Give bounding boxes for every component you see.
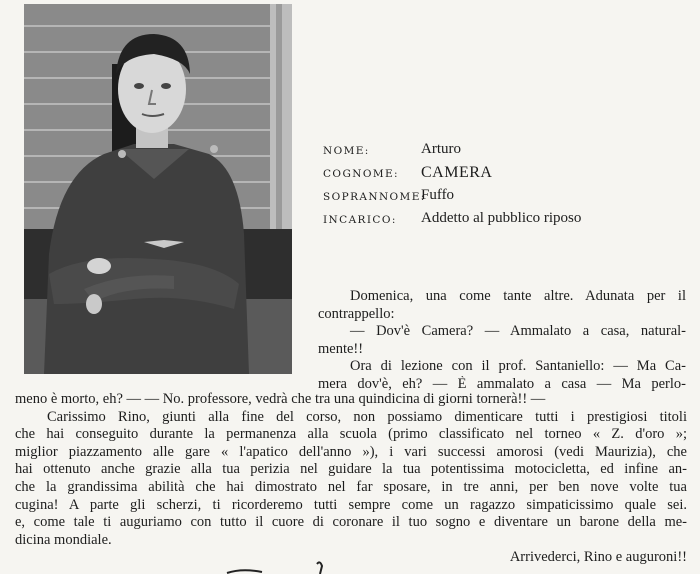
field-nome-value: Arturo xyxy=(421,141,461,157)
field-nome xyxy=(323,139,693,162)
field-cognome-label: COGNOME: xyxy=(323,168,399,180)
field-soprannome-label: SOPRANNOME: xyxy=(323,191,426,203)
text-line: Carissimo Rino, giunti alla fine del corso, non possiamo dimenticare tutti i prestigiosi titoli xyxy=(47,408,687,425)
field-soprannome xyxy=(323,185,693,208)
text-line: che la grandissima abilità che hai dimostrato nel far sposare, in tre anni, per ben nove volte tua xyxy=(15,478,687,495)
field-cognome-value: CAMERA xyxy=(421,164,493,181)
text-line: e, come tale ti auguriamo con tutto il cuore di coronare il tuo sogno e diventare un barone della me- xyxy=(15,514,687,531)
text-line: dicina mondiale. xyxy=(15,531,112,548)
text-line: cugina! A parte gli scherzi, ti ricorderemo tutti sempre come un ragazzo simpaticissimo quale sei. xyxy=(15,496,687,513)
field-cognome xyxy=(323,162,693,185)
field-nome-label: NOME: xyxy=(323,145,370,157)
text-line: Domenica, una come tante altre. Adunata per il xyxy=(350,288,686,304)
text-line: meno è morto, eh? — — No. professore, vedrà che tra una quindicina di giorni tornerà!! — xyxy=(15,391,546,407)
field-incarico-label: INCARICO: xyxy=(323,214,397,226)
narrative-wide xyxy=(15,391,687,567)
portrait-photo xyxy=(24,4,292,374)
portrait-photo-icon xyxy=(24,4,292,374)
narrative-narrow xyxy=(318,288,686,394)
field-incarico xyxy=(323,208,693,231)
text-line: mente!! xyxy=(318,340,364,357)
text-line: miglior piazzamento alle gare « l'apatico dell'anno »), i vari successi amorosi (vedi Maurizia), che xyxy=(15,443,687,460)
text-line: hai ottenuto anche grazie alla tua perizia nel guidare la tua potentissima motocicletta, ed infine an- xyxy=(15,461,687,478)
signature-mark xyxy=(222,560,342,574)
field-incarico-value: Addetto al pubblico riposo xyxy=(421,210,582,226)
text-line: mera dov'è, eh? — È ammalato a casa — Ma perlo- xyxy=(318,375,686,392)
text-line: che hai conseguito durante la permanenza alla scuola (primo classificato nel torneo « Z. d'oro »; xyxy=(15,426,687,443)
text-line: — Dov'è Camera? — Ammalato a casa, natural- xyxy=(350,323,686,340)
closing-line: Arrivederci, Rino e auguroni!! xyxy=(509,549,687,566)
text-line: contrappello: xyxy=(318,305,395,322)
field-soprannome-value: Fuffo xyxy=(421,187,455,203)
info-fields xyxy=(323,139,693,231)
text-line: Ora di lezione con il prof. Santaniello: — Ma Ca- xyxy=(350,358,686,375)
